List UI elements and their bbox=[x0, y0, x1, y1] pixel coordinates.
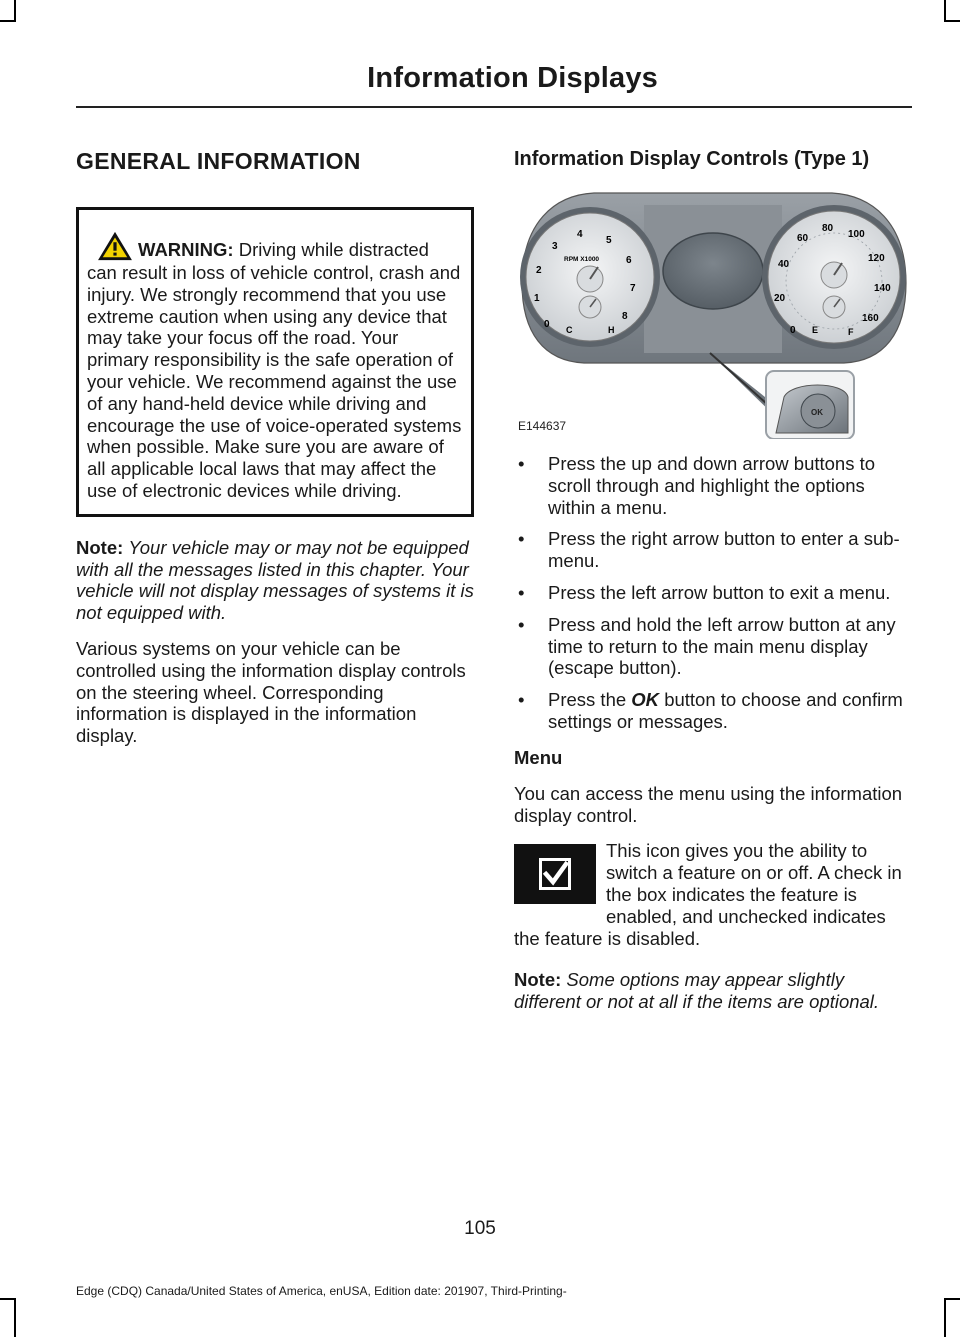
instrument-cluster-illustration bbox=[514, 183, 912, 439]
warning-box bbox=[76, 207, 474, 517]
subsection-heading: Information Display Controls (Type 1) bbox=[514, 148, 870, 170]
note bbox=[76, 537, 474, 624]
page-number: 105 bbox=[464, 1218, 496, 1239]
checkbox-icon-text: This icon gives you the ability to switch a feature on or off. A check in the box indicates the feature is enabled, and unchecked indicates the feature is disabled. bbox=[514, 840, 902, 949]
crop-mark bbox=[944, 1298, 960, 1300]
tach-tick-label: 7 bbox=[630, 283, 636, 294]
crop-mark bbox=[0, 1298, 16, 1300]
crop-mark bbox=[14, 0, 16, 22]
crop-mark bbox=[0, 20, 16, 22]
ok-button-label: OK bbox=[811, 408, 823, 417]
warning-label: WARNING: bbox=[138, 239, 234, 260]
speed-tick-label: 60 bbox=[797, 233, 809, 244]
speed-tick-label: 100 bbox=[848, 229, 865, 240]
list-item bbox=[514, 689, 912, 733]
fuel-full-label: F bbox=[848, 327, 854, 337]
bullet-list bbox=[514, 453, 912, 733]
header-rule bbox=[76, 106, 912, 108]
checkbox-icon-paragraph bbox=[514, 840, 912, 949]
temp-cold-label: C bbox=[566, 325, 573, 335]
footer-edition: Edge (CDQ) Canada/United States of America, enUSA, Edition date: 201907, Third-Printing- bbox=[76, 1284, 567, 1298]
left-column bbox=[76, 148, 474, 747]
figure-code: E144637 bbox=[518, 419, 567, 433]
right-column bbox=[514, 148, 912, 1013]
tach-tick-label: 0 bbox=[544, 319, 550, 330]
speed-tick-label: 40 bbox=[778, 259, 790, 270]
crop-mark bbox=[14, 1298, 16, 1337]
speed-tick-label: 0 bbox=[790, 325, 796, 336]
fuel-empty-label: E bbox=[812, 325, 819, 335]
note-label: Note: bbox=[76, 536, 124, 558]
warning-icon bbox=[95, 230, 135, 262]
menu-paragraph: You can access the menu using the information display control. bbox=[514, 782, 903, 826]
note-label: Note: bbox=[514, 969, 562, 991]
temp-hot-label: H bbox=[608, 325, 615, 335]
section-heading: GENERAL INFORMATION bbox=[76, 148, 361, 174]
tach-tick-label: 4 bbox=[577, 229, 583, 240]
page-title: Information Displays bbox=[367, 62, 658, 94]
note bbox=[514, 969, 912, 1013]
tach-tick-label: 6 bbox=[626, 255, 632, 266]
ok-emphasis: OK bbox=[631, 689, 660, 711]
crop-mark bbox=[944, 0, 946, 22]
tach-tick-label: 3 bbox=[552, 241, 558, 252]
list-item: • Press the right arrow button to enter a sub-menu. bbox=[514, 528, 912, 572]
tach-tick-label: 1 bbox=[534, 293, 540, 304]
speed-tick-label: 80 bbox=[822, 223, 834, 234]
warning-text: Driving while distracted can result in loss of vehicle control, crash and injury. We strongly recommend that you use extreme caution when using any device that may take your focus off the road. Your primary responsibility is the safe operation of your vehicle. We recommend against the use of any hand-held device while driving and encourage the use of voice-operated systems when possible. Make sure you are aware of all applicable local laws that may affect the use of electronic devices while driving. bbox=[87, 239, 462, 501]
instrument-cluster-figure bbox=[514, 183, 912, 439]
speed-tick-label: 120 bbox=[868, 253, 885, 264]
tach-tick-label: 2 bbox=[536, 265, 542, 276]
note-text: Some options may appear slightly different or not at all if the items are optional. bbox=[514, 969, 880, 1013]
tach-tick-label: 5 bbox=[606, 235, 612, 246]
list-item-text-start: Press the bbox=[548, 689, 627, 711]
body-paragraph: Various systems on your vehicle can be controlled using the information display controls on the steering wheel. Corresponding information is displayed in the information display. bbox=[76, 637, 466, 747]
speed-tick-label: 160 bbox=[862, 313, 879, 324]
crop-mark bbox=[944, 20, 960, 22]
speed-tick-label: 140 bbox=[874, 283, 891, 294]
note-text: Your vehicle may or may not be equipped with all the messages listed in this chapter. Your vehicle will not display messages of systems it is not equipped with. bbox=[76, 536, 474, 624]
list-item: • Press the up and down arrow buttons to scroll through and highlight the options within a menu. bbox=[514, 453, 912, 518]
speed-tick-label: 20 bbox=[774, 293, 786, 304]
tach-unit-label: RPM X1000 bbox=[564, 256, 600, 263]
menu-heading: Menu bbox=[514, 746, 563, 768]
crop-mark bbox=[944, 1298, 946, 1337]
list-item: • Press and hold the left arrow button at any time to return to the main menu display (escape button). bbox=[514, 614, 912, 679]
list-item: • Press the left arrow button to exit a menu. bbox=[514, 582, 912, 604]
tach-tick-label: 8 bbox=[622, 311, 628, 322]
checkbox-icon bbox=[514, 844, 596, 904]
list-item-text-end: button to choose and confirm settings or messages. bbox=[548, 689, 903, 732]
